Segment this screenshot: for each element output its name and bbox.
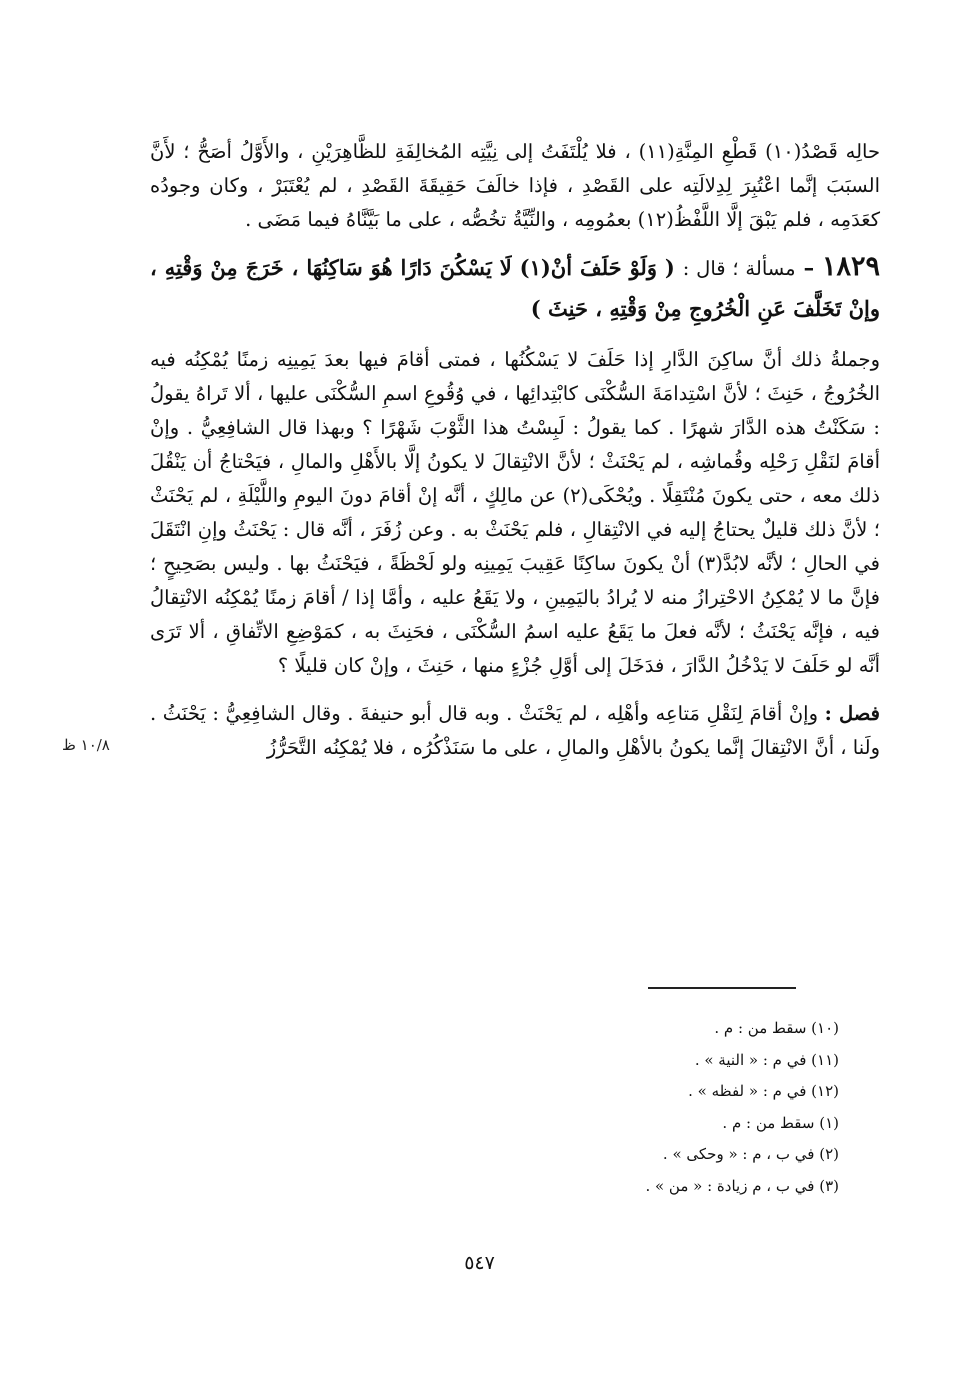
footnote-item: (١) سقط من : م . [722,1113,839,1132]
main-text-block [150,135,880,765]
body-paragraph: وجملةُ ذلك أنَّ ساكِنَ الدَّارِ إذا حَلَفَ لا يَسْكُنُها ، فمتى أقامَ فيها بعدَ يَمِينِه زمنًا يُمْكِنُه فيه الخُرُوجُ ، حَنِثَ ؛ لأنَّ اسْتِدامَةَ السُّكْنَى كابْتِدائِها ، في وُقُوعِ اسمِ السُّكْنَى عليها ، ألا تَراهُ يقولُ : سَكَنْتُ هذه الدَّارَ شهرًا . كما يقولُ : لَبِسْتُ هذا الثَّوْبَ شَهْرًا ؟ وبهذا قال الشافِعِيُّ . وإنْ أقامَ لنَقْلِ رَحْلِه وقُماشِه ، لم يَحْنَثْ ؛ لأنَّ الانْتِقالَ لا يكونُ إلَّا بالأَهْلِ والمالِ ، فيَحْتاجُ أن يَنْقُلَ ذلك معه ، حتى يكونَ مُنْتَقِلًا . ويُحْكَى(٢) عن مالِكٍ ، أنَّه إنْ أقامَ دونَ اليومِ واللَّيْلَةِ ، لم يَحْنَثْ ؛ لأنَّ ذلك قليلٌ يحتاجُ إليه في الانْتِقالِ ، فلم يَحْنَثْ به . وعن زُفَرَ ، أنَّه قال : يَحْنَثُ وإنِ انْتَقَلَ في الحالِ ؛ لأنَّه لابُدَّ(٣) أنْ يكونَ ساكِنًا عَقِيبَ يَمِينِه ولو لَحْظَةً ، فيَحْنَثُ بها . وليس بصَحِيحٍ ؛ فإنَّ ما لا يُمْكِنُ الاحْتِرازُ منه لا يُرادُ باليَمِينِ ، ولا يَقَعُ عليه ، وأمَّا إذا / أقامَ زمنًا يُمْكِنُه الانْتِقالُ فيه ، فإنَّه يَحْنَثُ ؛ لأنَّه فعلَ ما يَقَعُ عليه اسمُ السُّكْنَى ، فحَنِثَ به ، كمَوْضِعِ الاتِّفاقِ ، ألا تَرَى أنَّه لو حَلَفَ لا يَدْخُلُ الدَّارَ ، فدَخَلَ إلى أوَّلِ جُزْءٍ منها ، حَنِثَ ، وإنْ كان قليلًا ؟ [150,348,880,677]
masala-text: ( وَلَوْ حَلَفَ أنْ(١) لَا يَسْكُنَ دَارًا هُوَ سَاكِنُهَا ، خَرَجَ مِنْ وَقْتِهِ ، وإنْ تَخَلَّفَ عَنِ الْخُرُوجِ مِنْ وَقْتِهِ ، حَنِثَ ) [150,255,880,321]
manuscript-folio-note: ١٠/٨ ظ [62,736,110,754]
footnote-item: (٣) في ب ، م زيادة : « من » . [645,1176,839,1195]
footnote-divider [648,987,796,989]
masala-number: ١٨٢٩ [822,251,881,282]
masala-dash: – [803,255,815,280]
footnotes-list [379,1013,839,1202]
footnote-item: (١٠) سقط من : م . [714,1019,839,1037]
intro-paragraph: حالِه قَصْدُ(١٠) قَطْعِ المِنَّةِ(١١) ، فلا يُلْتَفَتُ إلى نِيَّتِه المُخالِفَةِ للظَّاهِرَيْنِ ، والأَوَّلُ أصَحُّ ؛ لأَنَّ السبَبَ إنَّما اعْتُبِرَ لِدِلالَتِه على القَصْدِ ، فإذا خالَفَ حَقِيقَةَ القَصْدِ ، لم يُعْتَبَرْ ، وكان وجودُه كعَدَمِه ، فلم يَبْقَ إلَّا اللَّفْظُ(١٢) بعمُومِه ، والنِّيَّةُ تخُصُّه ، على ما بَيَّنَّاهُ فيما مَضَى . [150,140,881,231]
page-number: ٥٤٧ [464,1252,495,1274]
fasl-paragraph [150,697,880,765]
footnote-item: (٢) في ب ، م : « وحكى » . [662,1145,839,1163]
fasl-heading: فصل : [824,702,880,725]
fasl-text: وإنْ أقامَ لِنَقْلِ مَتاعِه وأهْلِه ، لم يَحْنَثْ . وبه قال أبو حنيفةَ . وقال الشافِعِيُّ : يَحْنَثُ . ولَنا ، أنَّ الانْتِقالَ إنَّما يكونُ بالأهْلِ والمالِ ، على ما سَنَذْكُرُه ، فلا يُمْكِنُه التَّحَرُّزُ [150,702,880,759]
masala-heading [150,247,880,329]
masala-label: مسألة ؛ قال : [682,257,796,280]
footnote-item: (١١) في م : « النية » . [694,1050,839,1069]
footnote-item: (١٢) في م : « لفظه » . [688,1082,839,1100]
